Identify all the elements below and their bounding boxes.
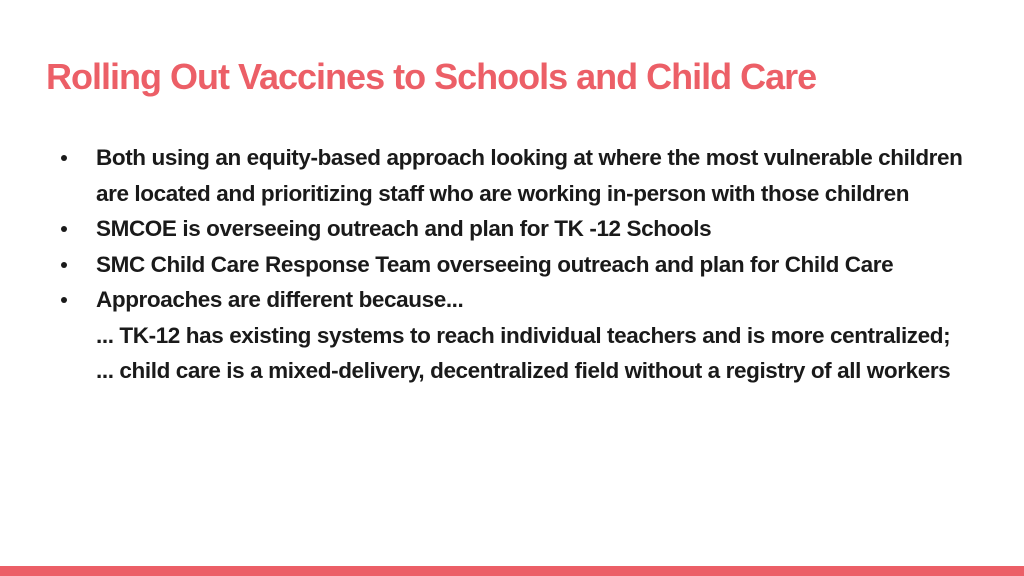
bullet-item xyxy=(96,247,986,283)
bullet-item xyxy=(96,282,986,389)
slide-title: Rolling Out Vaccines to Schools and Child Care xyxy=(46,56,817,97)
bullet-dot-icon xyxy=(61,262,67,268)
bullet-text: SMC Child Care Response Team overseeing outreach and plan for Child Care xyxy=(96,251,894,277)
bullet-text: SMCOE is overseeing outreach and plan for TK -12 Schools xyxy=(96,216,712,241)
bullet-item xyxy=(96,211,986,247)
bullet-text: Both using an equity-based approach looking at where the most vulnerable children are located and prioritizing staff who are working in-person with those children xyxy=(96,145,963,206)
bullet-dot-icon xyxy=(61,155,67,161)
sub-line-child-care: ... child care is a mixed-delivery, decentralized field without a registry of all workers xyxy=(96,358,951,383)
bullet-item xyxy=(96,140,986,211)
bullet-text: Approaches are different because... xyxy=(96,287,464,312)
sub-line-tk12: ... TK-12 has existing systems to reach individual teachers and is more centralized; xyxy=(96,322,951,348)
bullet-dot-icon xyxy=(61,226,67,232)
bullet-list xyxy=(96,140,986,389)
bullet-dot-icon xyxy=(61,297,67,303)
bottom-accent-bar xyxy=(0,566,1024,576)
